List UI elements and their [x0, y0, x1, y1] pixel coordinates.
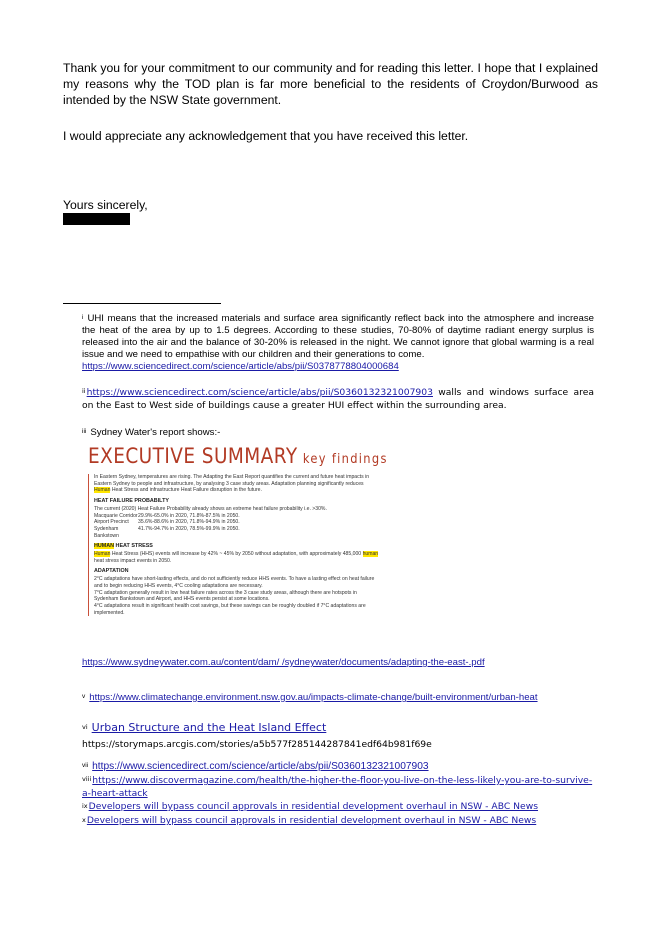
heat-failure-text: The current (2020) Heat Failure Probability already shows an extreme heat failure probability i.e. >30%.: [94, 505, 327, 512]
adaptation-line: 7°C adaptation generally result in low heat failure rates across the 3 case study areas, although there are hotspots in Sydenham Bankstown and Airport, and HHS events persist at some locations.: [94, 589, 357, 603]
footnote-ix-link[interactable]: Developers will bypass council approvals in residential development overhaul in NSW - ABC News: [88, 801, 539, 812]
footnote-vi-title-link[interactable]: Urban Structure and the Heat Island Effect: [91, 721, 327, 734]
footnote-i-text: UHI means that the increased materials and surface area significantly reflect back into the atmosphere and increase the heat of the area by up to 1.5 degrees. According to these studies, 70-80% of daytime radiant energy surplus is released into the air and the balance of 30-20% is released in the night. We cannot ignore that global warming is a real issue and we need to empathise with our children and their generations to come.: [82, 313, 594, 360]
footnote-vi: [82, 720, 594, 753]
footnote-viii-link[interactable]: https://www.discovermagazine.com/health/the-higher-the-floor-you-live-on-the-less-likely-you-are-to-survive-a-heart-attack: [82, 775, 593, 799]
footnote-ix: [82, 801, 594, 813]
footnote-marker: x: [82, 816, 86, 824]
footnote-ii: [82, 386, 594, 412]
footnote-v: [82, 692, 594, 704]
footnote-vii: [82, 761, 594, 773]
footnote-vii-link[interactable]: https://www.sciencedirect.com/science/article/abs/pii/S0360132321007903: [92, 761, 429, 772]
footnote-iii-link[interactable]: https://www.sydneywater.com.au/content/dam/ /sydneywater/documents/adapting-the-east-.pdf: [82, 657, 485, 668]
footnote-marker: ii: [82, 387, 86, 395]
footnote-marker: vi: [82, 723, 88, 731]
sign-off: Yours sincerely,: [63, 198, 148, 212]
footnote-v-link[interactable]: https://www.climatechange.environment.nsw.gov.au/impacts-climate-change/built-environment/urban-heat: [89, 692, 538, 703]
area-row: Sydenham Bankstown 41.7%-94.7% in 2020, 78.5%-99.9% in 2050.: [94, 525, 240, 539]
executive-summary-title: EXECUTIVE SUMMARY key findings: [88, 444, 388, 468]
footnote-marker: iii: [82, 428, 87, 435]
footnote-ii-link[interactable]: https://www.sciencedirect.com/science/article/abs/pii/S0360132321007903: [86, 387, 433, 398]
adaptation-line: 4°C adaptations result in significant health cost savings, but these savings can be roughly doubled if 7°C adaptations are implemented.: [94, 602, 366, 616]
executive-summary-body: [88, 474, 379, 616]
footnote-marker: v: [82, 693, 86, 700]
footnote-marker: ix: [82, 802, 88, 810]
footnote-ii-text: walls and windows surface area on the East to West side of buildings cause a greater HUI effect within the surrounding area.: [82, 387, 594, 411]
area-row: Macquarie Corridor 29.9%-65.0% in 2020, 71.8%-87.5% in 2050.: [94, 512, 240, 519]
acknowledgement-paragraph: I would appreciate any acknowledgement that you have received this letter.: [63, 129, 469, 143]
footnote-marker: i: [82, 314, 84, 321]
human-heat-stress-heading: HUMAN HEAT STRESS: [94, 543, 153, 550]
exec-intro: In Eastern Sydney, temperatures are rising. The Adapting the East Report quantifies the current and future heat impacts in Eastern Sydney to people and infrastructure, by analysing 3 case study areas. Adaptation planning significantly reduces Human Heat Stress and infrastructure Heat Failure disruption in the future.: [94, 474, 370, 494]
footnote-iii-source: [82, 657, 594, 669]
executive-summary-subtitle: key findings: [302, 452, 388, 467]
footnote-i-link[interactable]: https://www.sciencedirect.com/science/article/abs/pii/S0378778804000684: [82, 361, 399, 372]
footnote-i: [82, 313, 594, 373]
footnote-iii: [82, 427, 594, 439]
footnote-iii-text: Sydney Water's report shows:-: [90, 427, 221, 438]
footnote-vi-url[interactable]: https://storymaps.arcgis.com/stories/a5b577f285144287841edf64b981f69e: [82, 739, 432, 750]
footnote-viii: [82, 774, 594, 800]
footnote-marker: vii: [82, 762, 89, 769]
executive-summary-image: [88, 444, 388, 654]
adaptation-heading: ADAPTATION: [94, 568, 129, 575]
closing-paragraph: Thank you for your commitment to our community and for reading this letter. I hope that I explained my reasons why the TOD plan is far more beneficial to the residents of Croydon/Burwood as intended by the NSW State government.: [63, 61, 598, 107]
area-row: Airport Precinct 35.6%-88.6% in 2020, 71.8%-94.9% in 2050.: [94, 519, 240, 526]
footnote-x-link[interactable]: Developers will bypass council approvals in residential development overhaul in NSW - ABC News: [86, 815, 537, 826]
redacted-signature: [63, 213, 130, 225]
human-heat-stress-text: Human Heat Stress (HHS) events will increase by 42% ~ 45% by 2050 without adaptation, with approximately 485,000 human heat stress impact events in 2050.: [94, 551, 379, 564]
footnote-x: [82, 815, 594, 827]
footnote-separator: [63, 303, 221, 304]
heat-failure-heading: HEAT FAILURE PROBABILTY: [94, 498, 169, 505]
footnote-marker: viii: [82, 775, 92, 783]
adaptation-line: 2°C adaptations have short-lasting effects, and do not sufficiently reduce HHS events. To have a lasting effect on heat failure and to begin reducing HHS events, 4°C cooling adaptations are necessary.: [94, 576, 375, 589]
